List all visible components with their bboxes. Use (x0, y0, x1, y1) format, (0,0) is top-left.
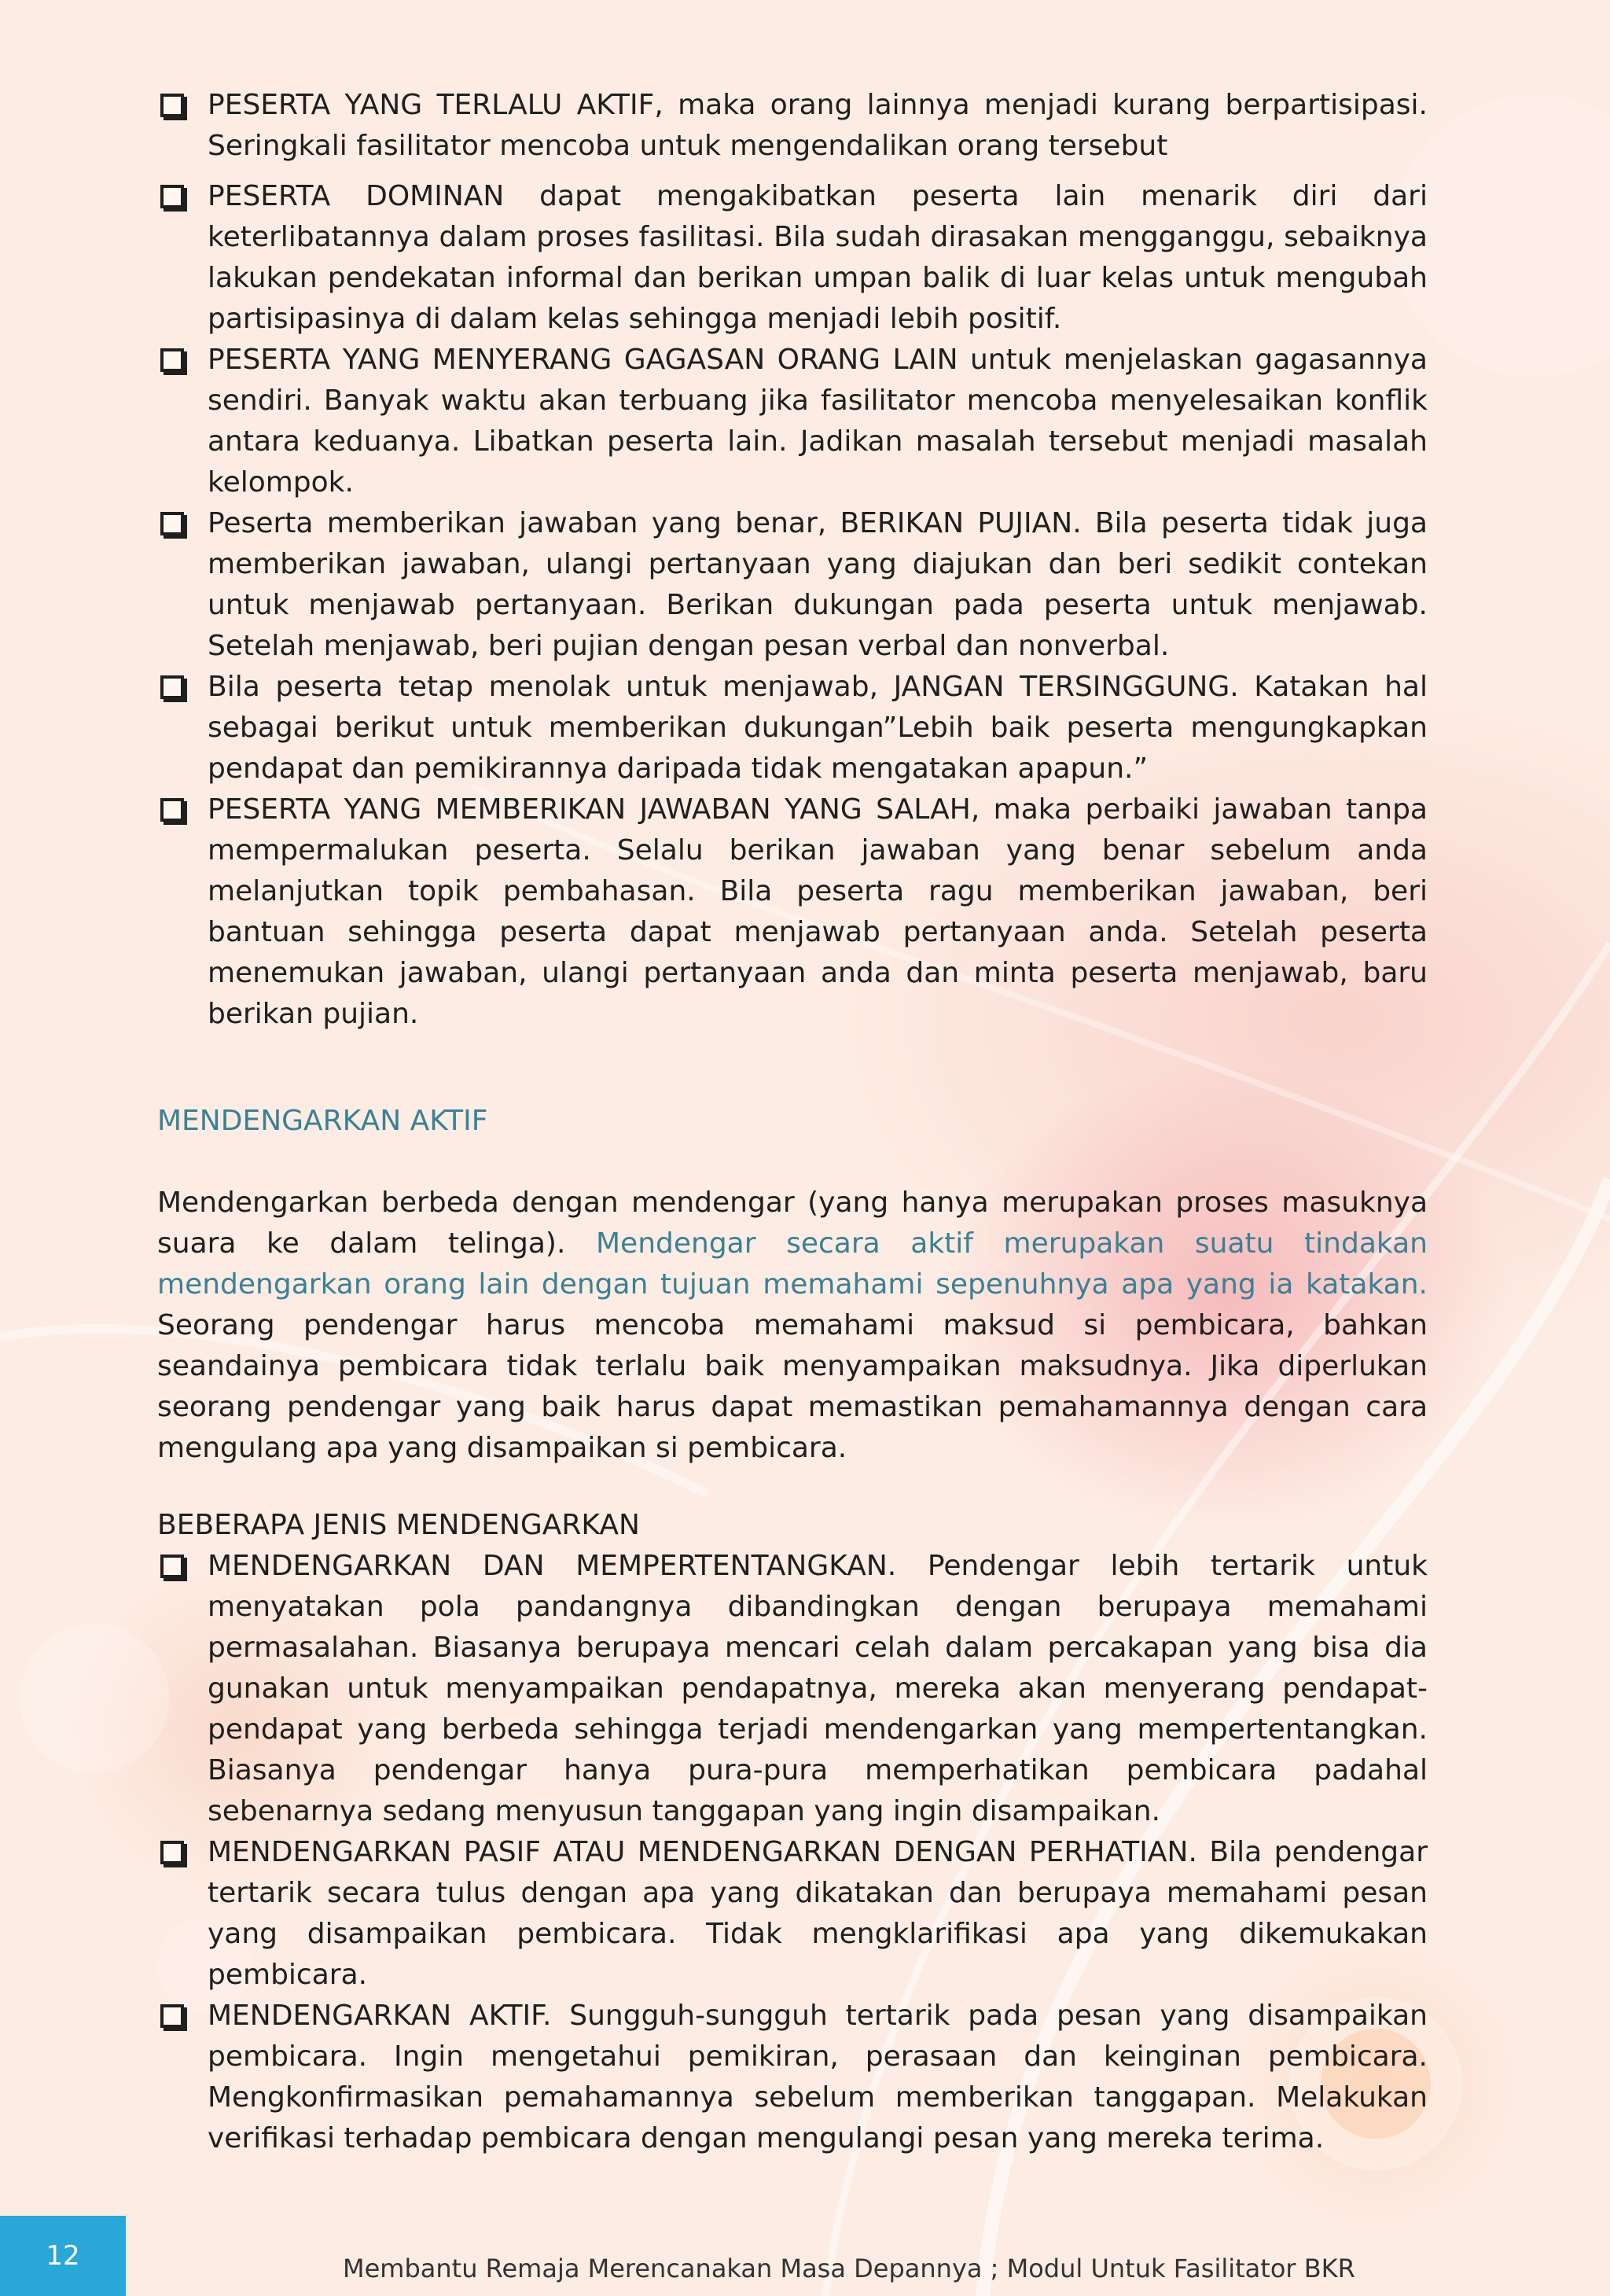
list-item: MENDENGARKAN PASIF ATAU MENDENGARKAN DENGAN PERHATIAN. Bila pendengar tertarik secara tulus dengan apa yang dikatakan dan berupaya memahami pesan yang disampaikan pembicara. Tidak mengklarifikasi apa yang dikemukakan pembicara. (157, 1832, 1428, 1996)
list-item: MENDENGARKAN AKTIF. Sungguh-sungguh tertarik pada pesan yang disampaikan pembicara. Ingin mengetahui pemikiran, perasaan dan keinginan pembicara. Mengkonfirmasikan pemahamannya sebelum memberikan tanggapan. Melakukan verifikasi terhadap pembicara dengan mengulangi pesan yang mereka terima. (157, 1996, 1428, 2159)
page-content (157, 85, 1428, 2159)
list-item: PESERTA YANG TERLALU AKTIF, maka orang lainnya menjadi kurang berpartisipasi. Seringkali fasilitator mencoba untuk mengendalikan orang tersebut (157, 85, 1428, 167)
list-item: Peserta memberikan jawaban yang benar, BERIKAN PUJIAN. Bila peserta tidak juga memberikan jawaban, ulangi pertanyaan yang diajukan dan beri sedikit contekan untuk menjawab pertanyaan. Berikan dukungan pada peserta untuk menjawab. Setelah menjawab, beri pujian dengan pesan verbal dan nonverbal. (157, 503, 1428, 667)
listening-types-list (157, 1546, 1428, 2159)
checkbox-bullet-icon (160, 348, 184, 372)
page-number: 12 (46, 2240, 80, 2272)
checkbox-bullet-icon (160, 512, 184, 535)
checkbox-bullet-icon (160, 1555, 184, 1578)
subsection-heading: BEBERAPA JENIS MENDENGARKAN (157, 1509, 640, 1541)
list-item: Bila peserta tetap menolak untuk menjawab, JANGAN TERSINGGUNG. Katakan hal sebagai berikut untuk memberikan dukungan”Lebih baik peserta mengungkapkan pendapat dan pemikirannya daripada tidak mengatakan apapun.” (157, 667, 1428, 789)
checkbox-bullet-icon (160, 798, 184, 822)
list-item: MENDENGARKAN DAN MEMPERTENTANGKAN. Pendengar lebih tertarik untuk menyatakan pola pandangnya dibandingkan dengan berupaya memahami permasalahan. Biasanya berupaya mencari celah dalam percakapan yang bisa dia gunakan untuk menyampaikan pendapatnya, mereka akan menyerang pendapat-pendapat yang berbeda sehingga terjadi mendengarkan yang mempertentangkan. Biasanya pendengar hanya pura-pura memperhatikan pembicara padahal sebenarnya sedang menyusun tanggapan yang ingin disampaikan. (157, 1546, 1428, 1832)
checkbox-bullet-icon (160, 1841, 184, 1864)
list-item: PESERTA YANG MENYERANG GAGASAN ORANG LAIN untuk menjelaskan gagasannya sendiri. Banyak waktu akan terbuang jika fasilitator mencoba menyelesaikan konflik antara keduanya. Libatkan peserta lain. Jadikan masalah tersebut menjadi masalah kelompok. (157, 340, 1428, 503)
checkbox-bullet-icon (160, 94, 184, 117)
participant-handling-list (157, 85, 1428, 1035)
highlighted-definition: Mendengar secara aktif merupakan suatu tindakan mendengarkan orang lain dengan tujuan memahami sepenuhnya apa yang ia katakan. (157, 1227, 1428, 1301)
checkbox-bullet-icon (160, 675, 184, 699)
checkbox-bullet-icon (160, 185, 184, 208)
footer-text: Membantu Remaja Merencanakan Masa Depannya ; Modul Untuk Fasilitator BKR (343, 2254, 1355, 2283)
section-heading: MENDENGARKAN AKTIF (157, 1105, 488, 1137)
list-item: PESERTA DOMINAN dapat mengakibatkan peserta lain menarik diri dari keterlibatannya dalam proses fasilitasi. Bila sudah dirasakan mengganggu, sebaiknya lakukan pendekatan informal dan berikan umpan balik di luar kelas untuk mengubah partisipasinya di dalam kelas sehingga menjadi lebih positif. (157, 176, 1428, 340)
page-number-badge (0, 2216, 126, 2296)
checkbox-bullet-icon (160, 2004, 184, 2028)
list-item: PESERTA YANG MEMBERIKAN JAWABAN YANG SALAH, maka perbaiki jawaban tanpa mempermalukan peserta. Selalu berikan jawaban yang benar sebelum anda melanjutkan topik pembahasan. Bila peserta ragu memberikan jawaban, beri bantuan sehingga peserta dapat menjawab pertanyaan anda. Setelah peserta menemukan jawaban, ulangi pertanyaan anda dan minta peserta menjawab, baru berikan pujian. (157, 789, 1428, 1035)
section-paragraph: Mendengarkan berbeda dengan mendengar (yang hanya merupakan proses masuknya suara ke dalam telinga). Mendengar secara aktif merupakan suatu tindakan mendengarkan orang lain dengan tujuan memahami sepenuhnya apa yang ia katakan. Seorang pendengar harus mencoba memahami maksud si pembicara, bahkan seandainya pembicara tidak terlalu baik menyampaikan maksudnya. Jika diperlukan seorang pendengar yang baik harus dapat memastikan pemahamannya dengan cara mengulang apa yang disampaikan si pembicara. (157, 1187, 1428, 1464)
